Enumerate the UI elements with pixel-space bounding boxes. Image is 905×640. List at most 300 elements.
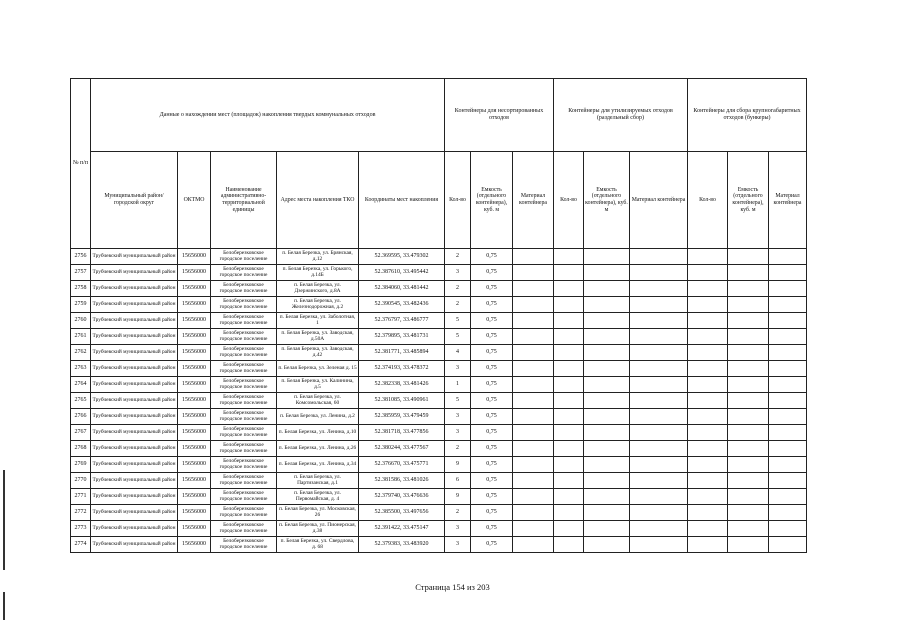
cell-mixed-volume: 0,75 xyxy=(471,249,513,265)
cell-oktmo: 15656000 xyxy=(178,345,211,361)
cell-separate-material xyxy=(630,409,688,425)
cell-district: Трубчевский муниципальный район xyxy=(91,393,178,409)
cell-oktmo: 15656000 xyxy=(178,393,211,409)
cell-address: п. Белая Березка, ул. Горького, д.14Б xyxy=(277,265,359,281)
cell-oktmo: 15656000 xyxy=(178,361,211,377)
cell-district: Трубчевский муниципальный район xyxy=(91,265,178,281)
cell-separate-material xyxy=(630,489,688,505)
cell-number: 2762 xyxy=(71,345,91,361)
cell-address: п. Белая Березка, ул. Пионерская, д.38 xyxy=(277,521,359,537)
cell-bulky-material xyxy=(769,489,807,505)
cell-address: п. Белая Березка, ул. Первомайская, д. 4 xyxy=(277,489,359,505)
header-oktmo: ОКТМО xyxy=(178,152,211,249)
cell-settlement: Белоберезковское городское поселение xyxy=(211,345,277,361)
cell-bulky-count xyxy=(688,249,728,265)
cell-bulky-material xyxy=(769,265,807,281)
cell-settlement: Белоберезковское городское поселение xyxy=(211,329,277,345)
cell-separate-material xyxy=(630,457,688,473)
table-row xyxy=(71,505,807,521)
cell-separate-volume xyxy=(584,441,630,457)
cell-bulky-count xyxy=(688,297,728,313)
cell-number: 2758 xyxy=(71,281,91,297)
cell-mixed-volume: 0,75 xyxy=(471,441,513,457)
table-row xyxy=(71,425,807,441)
cell-mixed-material xyxy=(513,457,554,473)
cell-bulky-material xyxy=(769,345,807,361)
cell-mixed-material xyxy=(513,329,554,345)
scan-edge-mark xyxy=(3,470,5,570)
cell-district: Трубчевский муниципальный район xyxy=(91,409,178,425)
cell-separate-volume xyxy=(584,425,630,441)
cell-settlement: Белоберезковское городское поселение xyxy=(211,537,277,553)
header-separate-material: Материал контейнера xyxy=(630,152,688,249)
cell-oktmo: 15656000 xyxy=(178,521,211,537)
cell-separate-count xyxy=(554,345,584,361)
cell-mixed-material xyxy=(513,249,554,265)
cell-oktmo: 15656000 xyxy=(178,505,211,521)
cell-bulky-material xyxy=(769,313,807,329)
cell-number: 2769 xyxy=(71,457,91,473)
cell-bulky-material xyxy=(769,441,807,457)
cell-bulky-volume xyxy=(728,361,769,377)
cell-settlement: Белоберезковское городское поселение xyxy=(211,377,277,393)
header-location-group: Данные о нахождении мест (площадок) накопления твердых коммунальных отходов xyxy=(91,79,445,152)
cell-mixed-volume: 0,75 xyxy=(471,409,513,425)
header-bulky-count: Кол-во xyxy=(688,152,728,249)
cell-bulky-volume xyxy=(728,441,769,457)
cell-district: Трубчевский муниципальный район xyxy=(91,313,178,329)
cell-mixed-material xyxy=(513,409,554,425)
cell-district: Трубчевский муниципальный район xyxy=(91,425,178,441)
cell-number: 2760 xyxy=(71,313,91,329)
header-mixed-waste-group: Контейнеры для несортированных отходов xyxy=(445,79,554,152)
cell-bulky-count xyxy=(688,505,728,521)
cell-bulky-count xyxy=(688,457,728,473)
cell-mixed-volume: 0,75 xyxy=(471,329,513,345)
cell-coordinates: 52.385500, 33.497656 xyxy=(359,505,445,521)
cell-separate-material xyxy=(630,297,688,313)
cell-mixed-volume: 0,75 xyxy=(471,457,513,473)
cell-bulky-count xyxy=(688,409,728,425)
cell-number: 2764 xyxy=(71,377,91,393)
cell-district: Трубчевский муниципальный район xyxy=(91,457,178,473)
cell-number: 2767 xyxy=(71,425,91,441)
cell-bulky-volume xyxy=(728,329,769,345)
cell-separate-count xyxy=(554,249,584,265)
cell-mixed-volume: 0,75 xyxy=(471,425,513,441)
cell-mixed-volume: 0,75 xyxy=(471,265,513,281)
cell-mixed-volume: 0,75 xyxy=(471,281,513,297)
header-address: Адрес места накопления ТКО xyxy=(277,152,359,249)
cell-separate-count xyxy=(554,329,584,345)
cell-number: 2772 xyxy=(71,505,91,521)
cell-mixed-count: 3 xyxy=(445,425,471,441)
cell-settlement: Белоберезковское городское поселение xyxy=(211,249,277,265)
cell-bulky-material xyxy=(769,457,807,473)
cell-separate-count xyxy=(554,377,584,393)
cell-separate-material xyxy=(630,537,688,553)
cell-address: п. Белая Березка, ул. Зеленая д. 15 xyxy=(277,361,359,377)
cell-mixed-count: 3 xyxy=(445,361,471,377)
cell-separate-material xyxy=(630,265,688,281)
cell-separate-count xyxy=(554,489,584,505)
cell-address: п. Белая Березка, ул. Партизанская, д.1 xyxy=(277,473,359,489)
cell-separate-count xyxy=(554,441,584,457)
cell-coordinates: 52.381586, 33.481026 xyxy=(359,473,445,489)
cell-coordinates: 52.380244, 33.477567 xyxy=(359,441,445,457)
header-mixed-material: Материал контейнера xyxy=(513,152,554,249)
cell-separate-material xyxy=(630,425,688,441)
cell-bulky-volume xyxy=(728,393,769,409)
cell-separate-material xyxy=(630,281,688,297)
cell-mixed-count: 2 xyxy=(445,297,471,313)
cell-bulky-count xyxy=(688,361,728,377)
cell-separate-count xyxy=(554,361,584,377)
cell-mixed-material xyxy=(513,377,554,393)
cell-coordinates: 52.379895, 33.481731 xyxy=(359,329,445,345)
cell-coordinates: 52.387610, 33.495442 xyxy=(359,265,445,281)
cell-separate-count xyxy=(554,393,584,409)
cell-address: п. Белая Березка, ул. Ленина, д.26 xyxy=(277,441,359,457)
cell-district: Трубчевский муниципальный район xyxy=(91,521,178,537)
cell-separate-volume xyxy=(584,489,630,505)
header-separate-collection-group: Контейнеры для утилизируемых отходов (раздельный сбор) xyxy=(554,79,688,152)
cell-mixed-volume: 0,75 xyxy=(471,297,513,313)
cell-separate-material xyxy=(630,345,688,361)
cell-separate-volume xyxy=(584,457,630,473)
cell-bulky-count xyxy=(688,265,728,281)
cell-separate-volume xyxy=(584,345,630,361)
cell-coordinates: 52.379740, 33.476636 xyxy=(359,489,445,505)
cell-oktmo: 15656000 xyxy=(178,537,211,553)
table-row xyxy=(71,473,807,489)
cell-separate-volume xyxy=(584,377,630,393)
cell-bulky-count xyxy=(688,329,728,345)
cell-mixed-count: 9 xyxy=(445,457,471,473)
cell-mixed-material xyxy=(513,521,554,537)
header-bulky-material: Материал контейнера xyxy=(769,152,807,249)
cell-oktmo: 15656000 xyxy=(178,489,211,505)
cell-bulky-volume xyxy=(728,409,769,425)
cell-separate-volume xyxy=(584,521,630,537)
header-district: Муниципальный район/городской округ xyxy=(91,152,178,249)
page-number: Страница 154 из 203 xyxy=(415,582,490,592)
cell-mixed-volume: 0,75 xyxy=(471,489,513,505)
cell-settlement: Белоберезковское городское поселение xyxy=(211,489,277,505)
cell-oktmo: 15656000 xyxy=(178,473,211,489)
cell-settlement: Белоберезковское городское поселение xyxy=(211,521,277,537)
header-separate-count: Кол-во xyxy=(554,152,584,249)
table-row xyxy=(71,313,807,329)
cell-bulky-volume xyxy=(728,457,769,473)
table-row xyxy=(71,489,807,505)
cell-bulky-count xyxy=(688,345,728,361)
cell-oktmo: 15656000 xyxy=(178,265,211,281)
cell-oktmo: 15656000 xyxy=(178,281,211,297)
cell-district: Трубчевский муниципальный район xyxy=(91,473,178,489)
cell-bulky-count xyxy=(688,377,728,393)
cell-mixed-volume: 0,75 xyxy=(471,521,513,537)
cell-separate-material xyxy=(630,473,688,489)
cell-separate-material xyxy=(630,441,688,457)
cell-number: 2757 xyxy=(71,265,91,281)
cell-bulky-volume xyxy=(728,281,769,297)
cell-bulky-volume xyxy=(728,473,769,489)
cell-separate-count xyxy=(554,473,584,489)
cell-district: Трубчевский муниципальный район xyxy=(91,537,178,553)
cell-bulky-material xyxy=(769,505,807,521)
cell-number: 2756 xyxy=(71,249,91,265)
cell-mixed-count: 3 xyxy=(445,537,471,553)
table-row xyxy=(71,441,807,457)
cell-settlement: Белоберезковское городское поселение xyxy=(211,473,277,489)
cell-mixed-material xyxy=(513,297,554,313)
cell-settlement: Белоберезковское городское поселение xyxy=(211,425,277,441)
cell-district: Трубчевский муниципальный район xyxy=(91,489,178,505)
table-row xyxy=(71,521,807,537)
cell-separate-material xyxy=(630,521,688,537)
cell-number: 2759 xyxy=(71,297,91,313)
cell-address: п. Белая Березка, ул. Заводская, д.50А xyxy=(277,329,359,345)
cell-bulky-count xyxy=(688,425,728,441)
cell-settlement: Белоберезковское городское поселение xyxy=(211,297,277,313)
cell-separate-count xyxy=(554,281,584,297)
cell-mixed-volume: 0,75 xyxy=(471,393,513,409)
cell-bulky-material xyxy=(769,377,807,393)
waste-sites-table xyxy=(70,78,807,553)
cell-coordinates: 52.376797, 33.486777 xyxy=(359,313,445,329)
cell-mixed-count: 5 xyxy=(445,393,471,409)
cell-mixed-material xyxy=(513,473,554,489)
cell-bulky-volume xyxy=(728,313,769,329)
cell-separate-volume xyxy=(584,313,630,329)
cell-coordinates: 52.382338, 33.481426 xyxy=(359,377,445,393)
cell-mixed-material xyxy=(513,361,554,377)
cell-address: п. Белая Березка, ул. Московская, 26 xyxy=(277,505,359,521)
cell-separate-volume xyxy=(584,265,630,281)
cell-oktmo: 15656000 xyxy=(178,425,211,441)
cell-bulky-count xyxy=(688,537,728,553)
cell-bulky-material xyxy=(769,521,807,537)
cell-settlement: Белоберезковское городское поселение xyxy=(211,441,277,457)
cell-mixed-count: 2 xyxy=(445,441,471,457)
cell-mixed-volume: 0,75 xyxy=(471,361,513,377)
header-separate-volume: Емкость (отдельного контейнера), куб. м xyxy=(584,152,630,249)
cell-coordinates: 52.384060, 33.481442 xyxy=(359,281,445,297)
cell-address: п. Белая Березка, ул. Свердлова, д. 68 xyxy=(277,537,359,553)
header-coordinates: Координаты мест накопления xyxy=(359,152,445,249)
cell-bulky-count xyxy=(688,489,728,505)
cell-oktmo: 15656000 xyxy=(178,409,211,425)
cell-number: 2765 xyxy=(71,393,91,409)
cell-number: 2761 xyxy=(71,329,91,345)
table-row xyxy=(71,409,807,425)
cell-mixed-count: 3 xyxy=(445,265,471,281)
cell-bulky-volume xyxy=(728,377,769,393)
cell-separate-volume xyxy=(584,281,630,297)
cell-mixed-count: 9 xyxy=(445,489,471,505)
cell-district: Трубчевский муниципальный район xyxy=(91,345,178,361)
cell-bulky-material xyxy=(769,537,807,553)
cell-bulky-volume xyxy=(728,489,769,505)
cell-separate-volume xyxy=(584,297,630,313)
cell-mixed-material xyxy=(513,281,554,297)
cell-address: п. Белая Березка, ул. Ленина, д.10 xyxy=(277,425,359,441)
cell-oktmo: 15656000 xyxy=(178,249,211,265)
cell-bulky-count xyxy=(688,521,728,537)
cell-bulky-material xyxy=(769,409,807,425)
cell-district: Трубчевский муниципальный район xyxy=(91,281,178,297)
cell-separate-volume xyxy=(584,393,630,409)
header-bulky-waste-group: Контейнеры для сбора крупногабаритных отходов (бункеры) xyxy=(688,79,807,152)
cell-district: Трубчевский муниципальный район xyxy=(91,297,178,313)
cell-settlement: Белоберезковское городское поселение xyxy=(211,505,277,521)
cell-bulky-volume xyxy=(728,521,769,537)
cell-district: Трубчевский муниципальный район xyxy=(91,377,178,393)
cell-number: 2771 xyxy=(71,489,91,505)
cell-address: п. Белая Березка, ул. Калинина, д.5 xyxy=(277,377,359,393)
cell-number: 2774 xyxy=(71,537,91,553)
header-mixed-count: Кол-во xyxy=(445,152,471,249)
cell-separate-material xyxy=(630,361,688,377)
cell-mixed-count: 3 xyxy=(445,409,471,425)
table-row xyxy=(71,249,807,265)
cell-bulky-material xyxy=(769,329,807,345)
table-row xyxy=(71,265,807,281)
cell-coordinates: 52.381085, 33.490961 xyxy=(359,393,445,409)
cell-mixed-count: 2 xyxy=(445,281,471,297)
table-row xyxy=(71,361,807,377)
cell-settlement: Белоберезковское городское поселение xyxy=(211,281,277,297)
cell-bulky-volume xyxy=(728,249,769,265)
cell-separate-material xyxy=(630,313,688,329)
cell-mixed-count: 2 xyxy=(445,249,471,265)
table-row xyxy=(71,297,807,313)
cell-coordinates: 52.381718, 33.477856 xyxy=(359,425,445,441)
cell-district: Трубчевский муниципальный район xyxy=(91,441,178,457)
cell-mixed-material xyxy=(513,393,554,409)
cell-mixed-count: 4 xyxy=(445,345,471,361)
header-settlement: Наименование административно-территориальной единицы xyxy=(211,152,277,249)
table-row xyxy=(71,377,807,393)
cell-coordinates: 52.381771, 33.485894 xyxy=(359,345,445,361)
cell-bulky-material xyxy=(769,425,807,441)
cell-bulky-count xyxy=(688,441,728,457)
cell-separate-material xyxy=(630,329,688,345)
cell-number: 2766 xyxy=(71,409,91,425)
cell-bulky-material xyxy=(769,297,807,313)
cell-settlement: Белоберезковское городское поселение xyxy=(211,361,277,377)
cell-coordinates: 52.385959, 33.479459 xyxy=(359,409,445,425)
cell-separate-count xyxy=(554,313,584,329)
cell-mixed-count: 1 xyxy=(445,377,471,393)
cell-bulky-count xyxy=(688,281,728,297)
header-bulky-volume: Емкость (отдельного контейнера), куб. м xyxy=(728,152,769,249)
cell-district: Трубчевский муниципальный район xyxy=(91,249,178,265)
cell-separate-count xyxy=(554,265,584,281)
cell-settlement: Белоберезковское городское поселение xyxy=(211,409,277,425)
scan-edge-mark xyxy=(3,592,5,620)
table-row xyxy=(71,329,807,345)
cell-district: Трубчевский муниципальный район xyxy=(91,361,178,377)
cell-oktmo: 15656000 xyxy=(178,441,211,457)
cell-mixed-volume: 0,75 xyxy=(471,505,513,521)
cell-coordinates: 52.379383, 33.483920 xyxy=(359,537,445,553)
cell-settlement: Белоберезковское городское поселение xyxy=(211,393,277,409)
cell-number: 2770 xyxy=(71,473,91,489)
cell-mixed-material xyxy=(513,425,554,441)
table-row xyxy=(71,281,807,297)
cell-mixed-volume: 0,75 xyxy=(471,345,513,361)
cell-separate-count xyxy=(554,521,584,537)
header-number: № п/п xyxy=(71,79,91,249)
cell-bulky-volume xyxy=(728,345,769,361)
cell-mixed-volume: 0,75 xyxy=(471,313,513,329)
cell-mixed-count: 6 xyxy=(445,473,471,489)
cell-mixed-count: 5 xyxy=(445,313,471,329)
table-row xyxy=(71,393,807,409)
cell-address: п. Белая Березка, ул. Железнодорожная, д.2 xyxy=(277,297,359,313)
cell-oktmo: 15656000 xyxy=(178,313,211,329)
cell-address: п. Белая Березка, ул. Брянская, д.12 xyxy=(277,249,359,265)
cell-mixed-volume: 0,75 xyxy=(471,473,513,489)
cell-number: 2768 xyxy=(71,441,91,457)
cell-district: Трубчевский муниципальный район xyxy=(91,329,178,345)
table-body xyxy=(71,249,807,553)
cell-mixed-count: 3 xyxy=(445,521,471,537)
cell-oktmo: 15656000 xyxy=(178,297,211,313)
cell-coordinates: 52.374193, 33.478372 xyxy=(359,361,445,377)
cell-bulky-material xyxy=(769,281,807,297)
cell-bulky-volume xyxy=(728,425,769,441)
cell-bulky-count xyxy=(688,313,728,329)
cell-separate-material xyxy=(630,249,688,265)
cell-mixed-material xyxy=(513,313,554,329)
cell-separate-count xyxy=(554,297,584,313)
cell-coordinates: 52.391422, 33.475147 xyxy=(359,521,445,537)
cell-mixed-volume: 0,75 xyxy=(471,537,513,553)
cell-bulky-volume xyxy=(728,265,769,281)
cell-mixed-material xyxy=(513,441,554,457)
cell-mixed-material xyxy=(513,265,554,281)
cell-mixed-material xyxy=(513,345,554,361)
cell-settlement: Белоберезковское городское поселение xyxy=(211,457,277,473)
cell-coordinates: 52.369595, 33.479302 xyxy=(359,249,445,265)
cell-number: 2763 xyxy=(71,361,91,377)
cell-separate-count xyxy=(554,537,584,553)
cell-bulky-material xyxy=(769,249,807,265)
cell-separate-material xyxy=(630,393,688,409)
cell-bulky-volume xyxy=(728,505,769,521)
cell-address: п. Белая Березка, ул. Комсомольская, 60 xyxy=(277,393,359,409)
table-row xyxy=(71,537,807,553)
cell-bulky-count xyxy=(688,473,728,489)
cell-separate-volume xyxy=(584,505,630,521)
cell-mixed-count: 5 xyxy=(445,329,471,345)
cell-bulky-count xyxy=(688,393,728,409)
cell-address: п. Белая Березка, ул. Заводская, д.42 xyxy=(277,345,359,361)
cell-separate-volume xyxy=(584,537,630,553)
header-mixed-volume: Емкость (отдельного контейнера), куб. м xyxy=(471,152,513,249)
cell-mixed-material xyxy=(513,537,554,553)
table-row xyxy=(71,345,807,361)
cell-district: Трубчевский муниципальный район xyxy=(91,505,178,521)
cell-mixed-material xyxy=(513,505,554,521)
cell-separate-material xyxy=(630,377,688,393)
cell-bulky-volume xyxy=(728,297,769,313)
cell-separate-volume xyxy=(584,473,630,489)
table-row xyxy=(71,457,807,473)
